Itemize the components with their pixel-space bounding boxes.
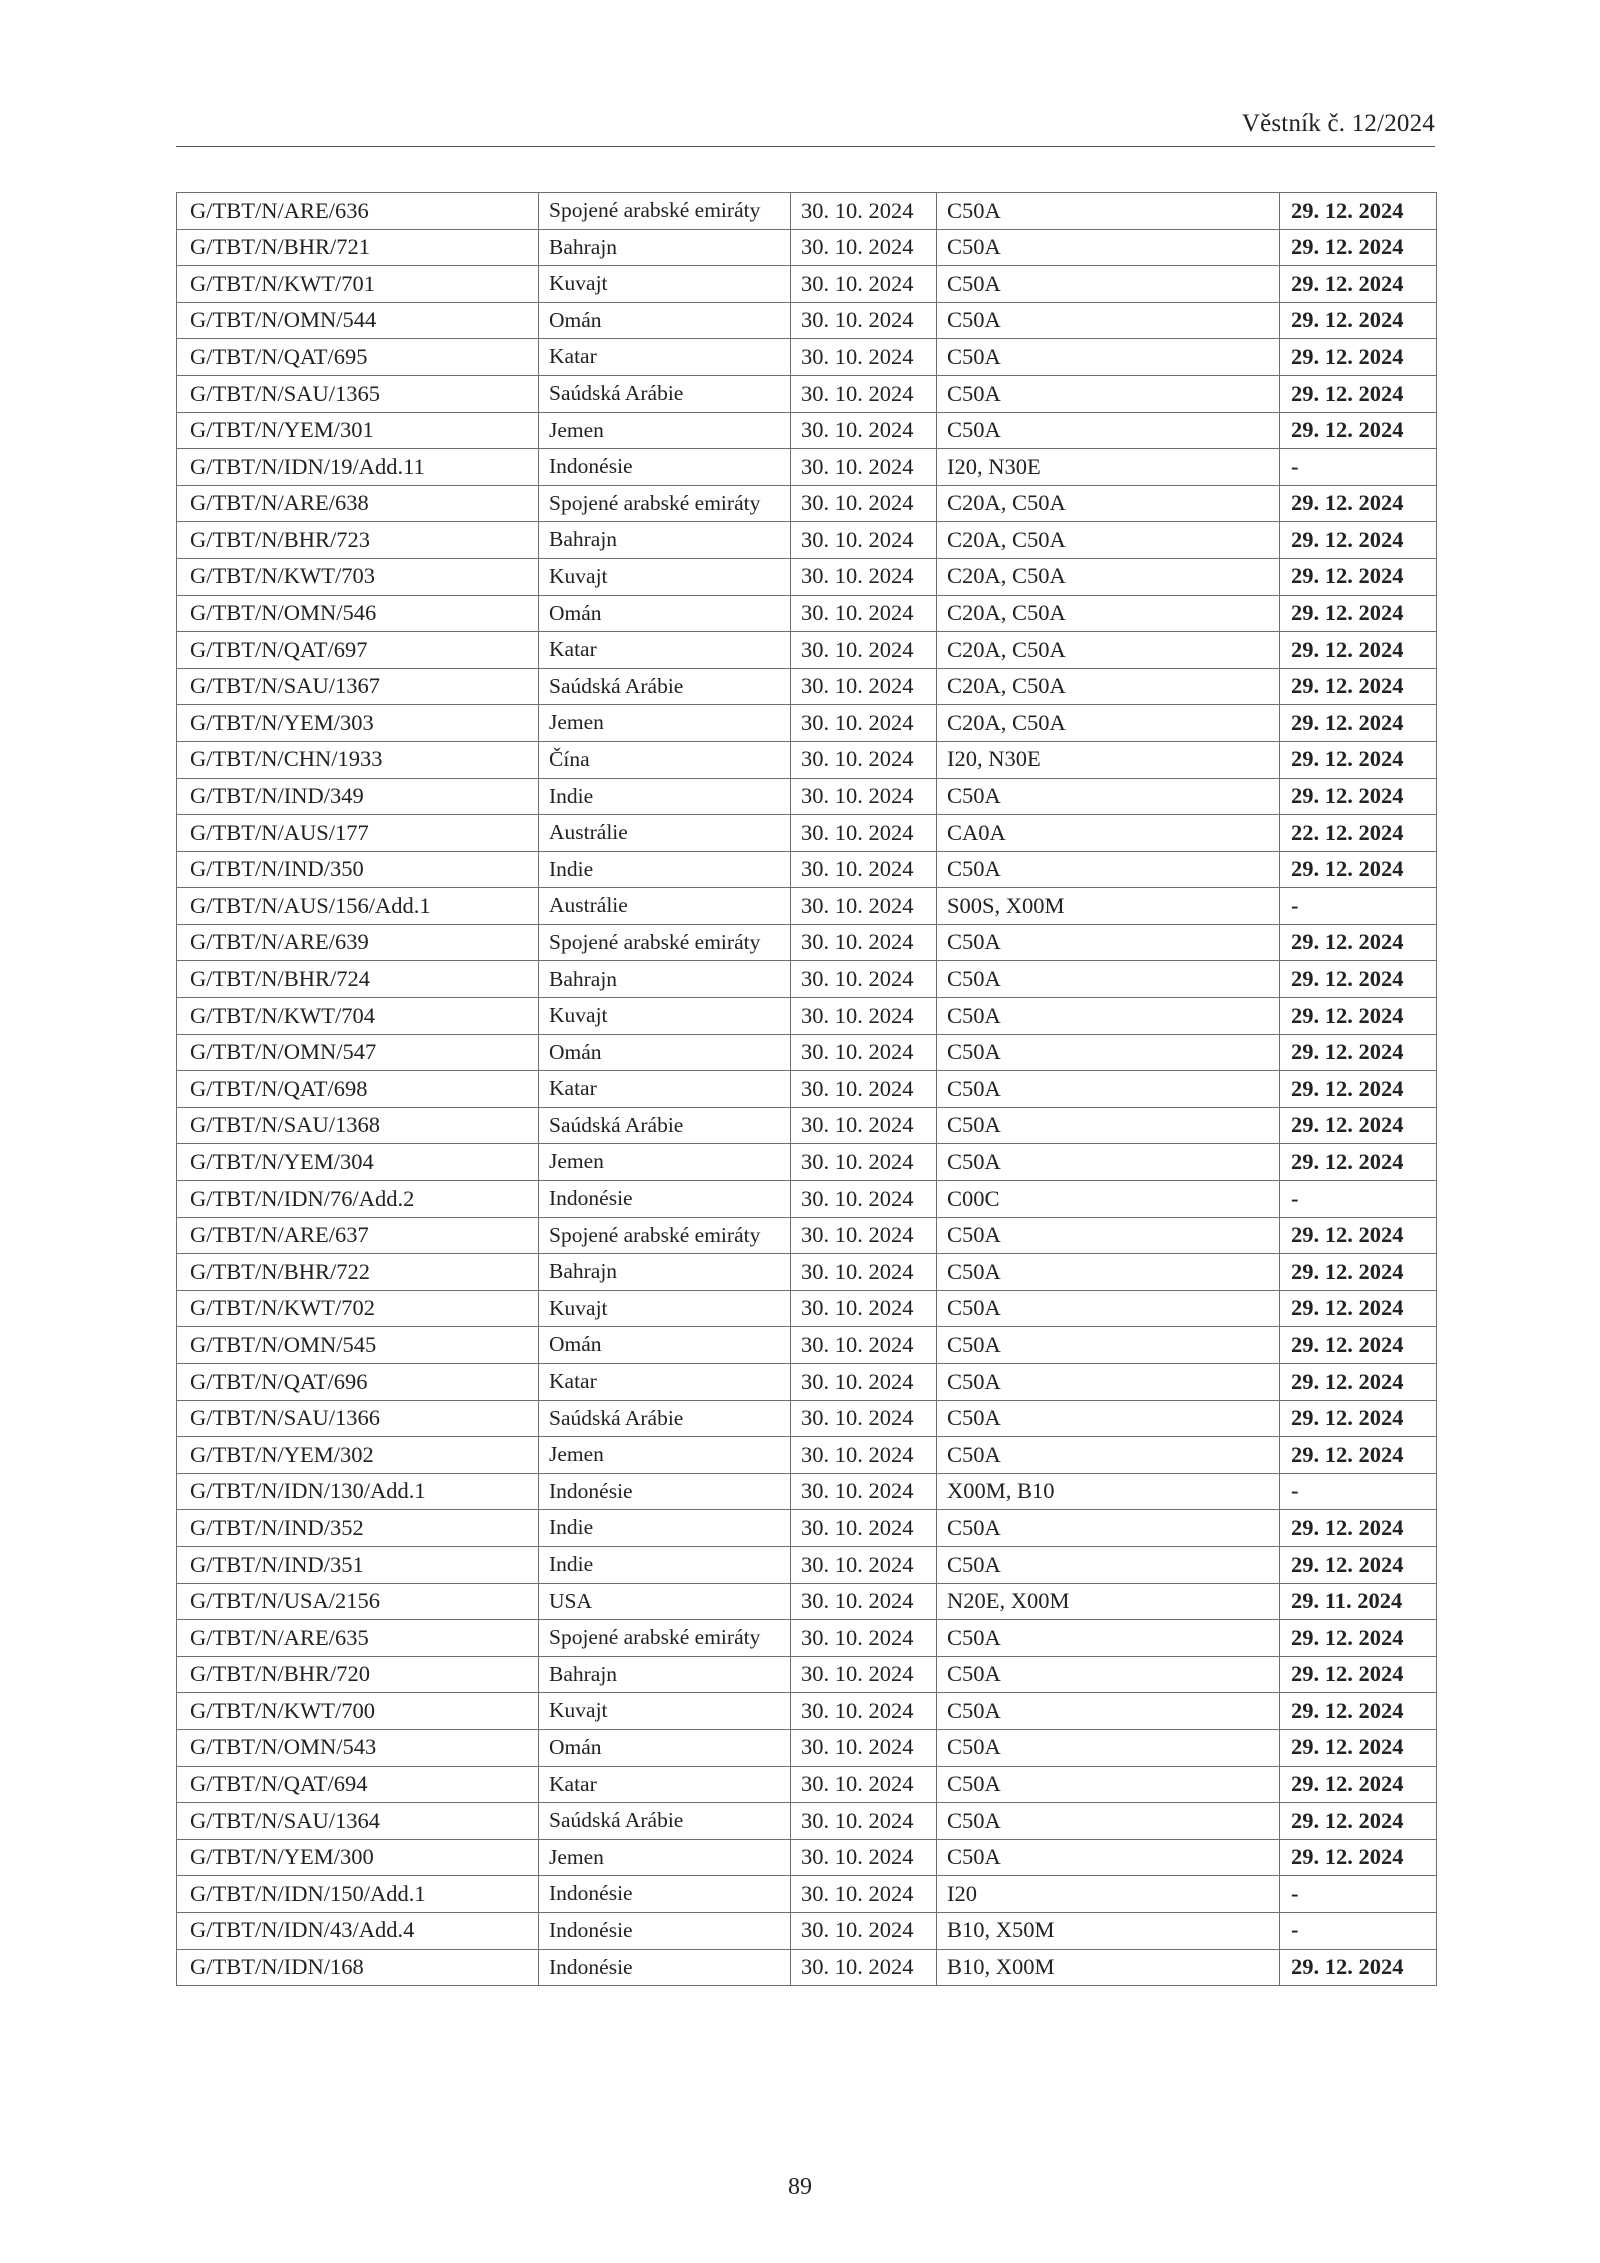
- country-cell: Saúdská Arábie: [539, 668, 791, 705]
- comment-deadline-cell: 29. 12. 2024: [1280, 485, 1437, 522]
- product-code-cell: C50A: [937, 998, 1280, 1035]
- distribution-date-cell: 30. 10. 2024: [791, 1876, 937, 1913]
- comment-deadline-cell: 29. 12. 2024: [1280, 1290, 1437, 1327]
- table-row: [177, 1839, 1437, 1876]
- country-cell: Saúdská Arábie: [539, 1803, 791, 1840]
- table-row: [177, 1656, 1437, 1693]
- notifications-table-body: [177, 193, 1437, 1986]
- notification-symbol-cell: G/TBT/N/KWT/703: [177, 558, 539, 595]
- table-row: [177, 741, 1437, 778]
- comment-deadline-cell: 29. 12. 2024: [1280, 339, 1437, 376]
- table-row: [177, 1583, 1437, 1620]
- notification-symbol-cell: G/TBT/N/ARE/639: [177, 924, 539, 961]
- country-cell: Austrálie: [539, 815, 791, 852]
- table-row: [177, 449, 1437, 486]
- notification-symbol-cell: G/TBT/N/ARE/635: [177, 1620, 539, 1657]
- table-row: [177, 1290, 1437, 1327]
- comment-deadline-cell: 29. 11. 2024: [1280, 1583, 1437, 1620]
- comment-deadline-cell: 29. 12. 2024: [1280, 1949, 1437, 1986]
- comment-deadline-cell: 29. 12. 2024: [1280, 302, 1437, 339]
- comment-deadline-cell: 29. 12. 2024: [1280, 1364, 1437, 1401]
- table-row: [177, 1546, 1437, 1583]
- table-row: [177, 485, 1437, 522]
- table-row: [177, 558, 1437, 595]
- distribution-date-cell: 30. 10. 2024: [791, 1912, 937, 1949]
- comment-deadline-cell: 29. 12. 2024: [1280, 1400, 1437, 1437]
- comment-deadline-cell: 29. 12. 2024: [1280, 705, 1437, 742]
- notification-symbol-cell: G/TBT/N/YEM/304: [177, 1144, 539, 1181]
- table-row: [177, 302, 1437, 339]
- comment-deadline-cell: 29. 12. 2024: [1280, 1034, 1437, 1071]
- notification-symbol-cell: G/TBT/N/QAT/695: [177, 339, 539, 376]
- comment-deadline-cell: 29. 12. 2024: [1280, 1510, 1437, 1547]
- country-cell: Bahrajn: [539, 1254, 791, 1291]
- table-row: [177, 961, 1437, 998]
- distribution-date-cell: 30. 10. 2024: [791, 1803, 937, 1840]
- product-code-cell: C50A: [937, 1510, 1280, 1547]
- comment-deadline-cell: 29. 12. 2024: [1280, 851, 1437, 888]
- notification-symbol-cell: G/TBT/N/BHR/723: [177, 522, 539, 559]
- distribution-date-cell: 30. 10. 2024: [791, 1766, 937, 1803]
- table-row: [177, 1620, 1437, 1657]
- table-row: [177, 1181, 1437, 1218]
- table-row: [177, 1803, 1437, 1840]
- table-row: [177, 266, 1437, 303]
- product-code-cell: C50A: [937, 961, 1280, 998]
- country-cell: Omán: [539, 1034, 791, 1071]
- table-row: [177, 1071, 1437, 1108]
- distribution-date-cell: 30. 10. 2024: [791, 302, 937, 339]
- table-row: [177, 668, 1437, 705]
- product-code-cell: C50A: [937, 1437, 1280, 1474]
- distribution-date-cell: 30. 10. 2024: [791, 558, 937, 595]
- country-cell: Indonésie: [539, 449, 791, 486]
- country-cell: Austrálie: [539, 888, 791, 925]
- product-code-cell: C20A, C50A: [937, 485, 1280, 522]
- comment-deadline-cell: 29. 12. 2024: [1280, 1071, 1437, 1108]
- notification-symbol-cell: G/TBT/N/KWT/704: [177, 998, 539, 1035]
- table-row: [177, 1254, 1437, 1291]
- country-cell: Katar: [539, 1071, 791, 1108]
- product-code-cell: X00M, B10: [937, 1473, 1280, 1510]
- comment-deadline-cell: -: [1280, 449, 1437, 486]
- distribution-date-cell: 30. 10. 2024: [791, 1327, 937, 1364]
- product-code-cell: C50A: [937, 1254, 1280, 1291]
- country-cell: Indonésie: [539, 1949, 791, 1986]
- comment-deadline-cell: 29. 12. 2024: [1280, 741, 1437, 778]
- product-code-cell: C20A, C50A: [937, 668, 1280, 705]
- country-cell: Spojené arabské emiráty: [539, 1620, 791, 1657]
- country-cell: Katar: [539, 632, 791, 669]
- product-code-cell: C20A, C50A: [937, 522, 1280, 559]
- comment-deadline-cell: -: [1280, 1473, 1437, 1510]
- country-cell: Jemen: [539, 705, 791, 742]
- comment-deadline-cell: 29. 12. 2024: [1280, 1620, 1437, 1657]
- product-code-cell: C50A: [937, 1546, 1280, 1583]
- comment-deadline-cell: 29. 12. 2024: [1280, 1107, 1437, 1144]
- product-code-cell: B10, X50M: [937, 1912, 1280, 1949]
- product-code-cell: C50A: [937, 302, 1280, 339]
- country-cell: USA: [539, 1583, 791, 1620]
- comment-deadline-cell: 29. 12. 2024: [1280, 1327, 1437, 1364]
- table-row: [177, 595, 1437, 632]
- distribution-date-cell: 30. 10. 2024: [791, 778, 937, 815]
- table-row: [177, 229, 1437, 266]
- distribution-date-cell: 30. 10. 2024: [791, 1181, 937, 1218]
- distribution-date-cell: 30. 10. 2024: [791, 1656, 937, 1693]
- distribution-date-cell: 30. 10. 2024: [791, 888, 937, 925]
- table-row: [177, 193, 1437, 230]
- notification-symbol-cell: G/TBT/N/YEM/303: [177, 705, 539, 742]
- distribution-date-cell: 30. 10. 2024: [791, 851, 937, 888]
- distribution-date-cell: 30. 10. 2024: [791, 668, 937, 705]
- distribution-date-cell: 30. 10. 2024: [791, 1546, 937, 1583]
- country-cell: Omán: [539, 1327, 791, 1364]
- comment-deadline-cell: 22. 12. 2024: [1280, 815, 1437, 852]
- notification-symbol-cell: G/TBT/N/KWT/701: [177, 266, 539, 303]
- country-cell: Indie: [539, 851, 791, 888]
- notification-symbol-cell: G/TBT/N/BHR/721: [177, 229, 539, 266]
- comment-deadline-cell: 29. 12. 2024: [1280, 595, 1437, 632]
- table-row: [177, 1144, 1437, 1181]
- table-row: [177, 1437, 1437, 1474]
- distribution-date-cell: 30. 10. 2024: [791, 485, 937, 522]
- distribution-date-cell: 30. 10. 2024: [791, 998, 937, 1035]
- comment-deadline-cell: 29. 12. 2024: [1280, 1217, 1437, 1254]
- notification-symbol-cell: G/TBT/N/SAU/1365: [177, 375, 539, 412]
- distribution-date-cell: 30. 10. 2024: [791, 1034, 937, 1071]
- table-row: [177, 888, 1437, 925]
- notification-symbol-cell: G/TBT/N/SAU/1364: [177, 1803, 539, 1840]
- distribution-date-cell: 30. 10. 2024: [791, 266, 937, 303]
- notification-symbol-cell: G/TBT/N/IND/352: [177, 1510, 539, 1547]
- product-code-cell: C50A: [937, 1839, 1280, 1876]
- distribution-date-cell: 30. 10. 2024: [791, 339, 937, 376]
- notifications-table: [176, 192, 1437, 1986]
- comment-deadline-cell: 29. 12. 2024: [1280, 1254, 1437, 1291]
- table-row: [177, 1034, 1437, 1071]
- comment-deadline-cell: 29. 12. 2024: [1280, 1437, 1437, 1474]
- product-code-cell: CA0A: [937, 815, 1280, 852]
- distribution-date-cell: 30. 10. 2024: [791, 961, 937, 998]
- table-row: [177, 1912, 1437, 1949]
- comment-deadline-cell: 29. 12. 2024: [1280, 412, 1437, 449]
- country-cell: Kuvajt: [539, 266, 791, 303]
- product-code-cell: C50A: [937, 1620, 1280, 1657]
- page-number: 89: [788, 2174, 812, 2200]
- country-cell: Indonésie: [539, 1876, 791, 1913]
- country-cell: Saúdská Arábie: [539, 1400, 791, 1437]
- country-cell: Indie: [539, 778, 791, 815]
- distribution-date-cell: 30. 10. 2024: [791, 595, 937, 632]
- country-cell: Spojené arabské emiráty: [539, 924, 791, 961]
- country-cell: Omán: [539, 302, 791, 339]
- notification-symbol-cell: G/TBT/N/OMN/546: [177, 595, 539, 632]
- distribution-date-cell: 30. 10. 2024: [791, 1620, 937, 1657]
- distribution-date-cell: 30. 10. 2024: [791, 815, 937, 852]
- notification-symbol-cell: G/TBT/N/YEM/302: [177, 1437, 539, 1474]
- comment-deadline-cell: -: [1280, 1181, 1437, 1218]
- comment-deadline-cell: 29. 12. 2024: [1280, 229, 1437, 266]
- table-row: [177, 632, 1437, 669]
- country-cell: Kuvajt: [539, 1290, 791, 1327]
- product-code-cell: C20A, C50A: [937, 558, 1280, 595]
- product-code-cell: C50A: [937, 778, 1280, 815]
- product-code-cell: C50A: [937, 1217, 1280, 1254]
- bulletin-title: Věstník č. 12/2024: [1241, 110, 1435, 137]
- product-code-cell: C50A: [937, 375, 1280, 412]
- product-code-cell: C50A: [937, 193, 1280, 230]
- comment-deadline-cell: 29. 12. 2024: [1280, 998, 1437, 1035]
- table-row: [177, 1364, 1437, 1401]
- comment-deadline-cell: 29. 12. 2024: [1280, 961, 1437, 998]
- comment-deadline-cell: 29. 12. 2024: [1280, 778, 1437, 815]
- distribution-date-cell: 30. 10. 2024: [791, 741, 937, 778]
- distribution-date-cell: 30. 10. 2024: [791, 193, 937, 230]
- product-code-cell: C50A: [937, 1107, 1280, 1144]
- product-code-cell: C50A: [937, 1034, 1280, 1071]
- notification-symbol-cell: G/TBT/N/ARE/636: [177, 193, 539, 230]
- notification-symbol-cell: G/TBT/N/IDN/130/Add.1: [177, 1473, 539, 1510]
- table-row: [177, 1400, 1437, 1437]
- country-cell: Indonésie: [539, 1181, 791, 1218]
- comment-deadline-cell: 29. 12. 2024: [1280, 375, 1437, 412]
- country-cell: Jemen: [539, 1437, 791, 1474]
- country-cell: Indonésie: [539, 1473, 791, 1510]
- distribution-date-cell: 30. 10. 2024: [791, 229, 937, 266]
- product-code-cell: N20E, X00M: [937, 1583, 1280, 1620]
- notification-symbol-cell: G/TBT/N/OMN/544: [177, 302, 539, 339]
- table-row: [177, 522, 1437, 559]
- table-row: [177, 339, 1437, 376]
- country-cell: Bahrajn: [539, 1656, 791, 1693]
- comment-deadline-cell: -: [1280, 888, 1437, 925]
- product-code-cell: C20A, C50A: [937, 705, 1280, 742]
- table-row: [177, 412, 1437, 449]
- comment-deadline-cell: 29. 12. 2024: [1280, 668, 1437, 705]
- notification-symbol-cell: G/TBT/N/IDN/43/Add.4: [177, 1912, 539, 1949]
- country-cell: Jemen: [539, 1144, 791, 1181]
- distribution-date-cell: 30. 10. 2024: [791, 705, 937, 742]
- product-code-cell: S00S, X00M: [937, 888, 1280, 925]
- comment-deadline-cell: 29. 12. 2024: [1280, 1766, 1437, 1803]
- table-row: [177, 1876, 1437, 1913]
- product-code-cell: C50A: [937, 339, 1280, 376]
- notification-symbol-cell: G/TBT/N/OMN/545: [177, 1327, 539, 1364]
- product-code-cell: C50A: [937, 1656, 1280, 1693]
- notification-symbol-cell: G/TBT/N/IDN/150/Add.1: [177, 1876, 539, 1913]
- distribution-date-cell: 30. 10. 2024: [791, 1839, 937, 1876]
- product-code-cell: C50A: [937, 1071, 1280, 1108]
- country-cell: Indonésie: [539, 1912, 791, 1949]
- distribution-date-cell: 30. 10. 2024: [791, 1144, 937, 1181]
- comment-deadline-cell: 29. 12. 2024: [1280, 522, 1437, 559]
- country-cell: Spojené arabské emiráty: [539, 485, 791, 522]
- country-cell: Bahrajn: [539, 229, 791, 266]
- notification-symbol-cell: G/TBT/N/QAT/696: [177, 1364, 539, 1401]
- distribution-date-cell: 30. 10. 2024: [791, 1290, 937, 1327]
- country-cell: Indie: [539, 1546, 791, 1583]
- distribution-date-cell: 30. 10. 2024: [791, 1071, 937, 1108]
- product-code-cell: C20A, C50A: [937, 632, 1280, 669]
- notification-symbol-cell: G/TBT/N/KWT/702: [177, 1290, 539, 1327]
- notification-symbol-cell: G/TBT/N/YEM/300: [177, 1839, 539, 1876]
- distribution-date-cell: 30. 10. 2024: [791, 412, 937, 449]
- comment-deadline-cell: 29. 12. 2024: [1280, 924, 1437, 961]
- notification-symbol-cell: G/TBT/N/BHR/724: [177, 961, 539, 998]
- distribution-date-cell: 30. 10. 2024: [791, 522, 937, 559]
- product-code-cell: C50A: [937, 1364, 1280, 1401]
- product-code-cell: C50A: [937, 1327, 1280, 1364]
- product-code-cell: C50A: [937, 229, 1280, 266]
- notification-symbol-cell: G/TBT/N/ARE/638: [177, 485, 539, 522]
- notification-symbol-cell: G/TBT/N/BHR/720: [177, 1656, 539, 1693]
- notification-symbol-cell: G/TBT/N/OMN/547: [177, 1034, 539, 1071]
- notification-symbol-cell: G/TBT/N/SAU/1367: [177, 668, 539, 705]
- country-cell: Kuvajt: [539, 998, 791, 1035]
- table-row: [177, 705, 1437, 742]
- country-cell: Katar: [539, 1364, 791, 1401]
- table-row: [177, 1107, 1437, 1144]
- country-cell: Spojené arabské emiráty: [539, 193, 791, 230]
- distribution-date-cell: 30. 10. 2024: [791, 1510, 937, 1547]
- comment-deadline-cell: 29. 12. 2024: [1280, 1546, 1437, 1583]
- distribution-date-cell: 30. 10. 2024: [791, 1949, 937, 1986]
- table-row: [177, 1766, 1437, 1803]
- notification-symbol-cell: G/TBT/N/BHR/722: [177, 1254, 539, 1291]
- country-cell: Jemen: [539, 1839, 791, 1876]
- product-code-cell: C50A: [937, 266, 1280, 303]
- country-cell: Saúdská Arábie: [539, 1107, 791, 1144]
- product-code-cell: C50A: [937, 1729, 1280, 1766]
- table-row: [177, 778, 1437, 815]
- country-cell: Bahrajn: [539, 961, 791, 998]
- comment-deadline-cell: 29. 12. 2024: [1280, 558, 1437, 595]
- notification-symbol-cell: G/TBT/N/IND/349: [177, 778, 539, 815]
- comment-deadline-cell: 29. 12. 2024: [1280, 1729, 1437, 1766]
- product-code-cell: C50A: [937, 412, 1280, 449]
- notification-symbol-cell: G/TBT/N/IDN/76/Add.2: [177, 1181, 539, 1218]
- notification-symbol-cell: G/TBT/N/IND/350: [177, 851, 539, 888]
- country-cell: Kuvajt: [539, 1693, 791, 1730]
- distribution-date-cell: 30. 10. 2024: [791, 1437, 937, 1474]
- notification-symbol-cell: G/TBT/N/YEM/301: [177, 412, 539, 449]
- product-code-cell: C20A, C50A: [937, 595, 1280, 632]
- distribution-date-cell: 30. 10. 2024: [791, 1583, 937, 1620]
- country-cell: Omán: [539, 595, 791, 632]
- product-code-cell: I20, N30E: [937, 449, 1280, 486]
- notification-symbol-cell: G/TBT/N/AUS/156/Add.1: [177, 888, 539, 925]
- product-code-cell: I20: [937, 1876, 1280, 1913]
- distribution-date-cell: 30. 10. 2024: [791, 1473, 937, 1510]
- table-row: [177, 1473, 1437, 1510]
- country-cell: Bahrajn: [539, 522, 791, 559]
- page-header: [176, 108, 1435, 147]
- country-cell: Omán: [539, 1729, 791, 1766]
- comment-deadline-cell: 29. 12. 2024: [1280, 1144, 1437, 1181]
- table-row: [177, 375, 1437, 412]
- country-cell: Saúdská Arábie: [539, 375, 791, 412]
- product-code-cell: C50A: [937, 1290, 1280, 1327]
- comment-deadline-cell: 29. 12. 2024: [1280, 1803, 1437, 1840]
- product-code-cell: B10, X00M: [937, 1949, 1280, 1986]
- product-code-cell: C50A: [937, 1400, 1280, 1437]
- distribution-date-cell: 30. 10. 2024: [791, 1364, 937, 1401]
- comment-deadline-cell: 29. 12. 2024: [1280, 632, 1437, 669]
- table-row: [177, 1327, 1437, 1364]
- distribution-date-cell: 30. 10. 2024: [791, 375, 937, 412]
- distribution-date-cell: 30. 10. 2024: [791, 1254, 937, 1291]
- country-cell: Kuvajt: [539, 558, 791, 595]
- distribution-date-cell: 30. 10. 2024: [791, 449, 937, 486]
- table-row: [177, 1949, 1437, 1986]
- comment-deadline-cell: 29. 12. 2024: [1280, 1656, 1437, 1693]
- comment-deadline-cell: 29. 12. 2024: [1280, 1839, 1437, 1876]
- product-code-cell: C00C: [937, 1181, 1280, 1218]
- notification-symbol-cell: G/TBT/N/SAU/1366: [177, 1400, 539, 1437]
- notification-symbol-cell: G/TBT/N/IND/351: [177, 1546, 539, 1583]
- table-row: [177, 815, 1437, 852]
- country-cell: Jemen: [539, 412, 791, 449]
- product-code-cell: C50A: [937, 1803, 1280, 1840]
- notification-symbol-cell: G/TBT/N/QAT/697: [177, 632, 539, 669]
- product-code-cell: C50A: [937, 924, 1280, 961]
- country-cell: Čína: [539, 741, 791, 778]
- table-row: [177, 1510, 1437, 1547]
- notification-symbol-cell: G/TBT/N/IDN/168: [177, 1949, 539, 1986]
- table-row: [177, 1693, 1437, 1730]
- notification-symbol-cell: G/TBT/N/OMN/543: [177, 1729, 539, 1766]
- notification-symbol-cell: G/TBT/N/QAT/694: [177, 1766, 539, 1803]
- country-cell: Spojené arabské emiráty: [539, 1217, 791, 1254]
- product-code-cell: C50A: [937, 1144, 1280, 1181]
- country-cell: Katar: [539, 339, 791, 376]
- notification-symbol-cell: G/TBT/N/ARE/637: [177, 1217, 539, 1254]
- distribution-date-cell: 30. 10. 2024: [791, 1729, 937, 1766]
- distribution-date-cell: 30. 10. 2024: [791, 1400, 937, 1437]
- notification-symbol-cell: G/TBT/N/CHN/1933: [177, 741, 539, 778]
- distribution-date-cell: 30. 10. 2024: [791, 1693, 937, 1730]
- table-row: [177, 924, 1437, 961]
- country-cell: Indie: [539, 1510, 791, 1547]
- comment-deadline-cell: 29. 12. 2024: [1280, 266, 1437, 303]
- table-row: [177, 998, 1437, 1035]
- product-code-cell: C50A: [937, 1766, 1280, 1803]
- notification-symbol-cell: G/TBT/N/QAT/698: [177, 1071, 539, 1108]
- country-cell: Katar: [539, 1766, 791, 1803]
- notification-symbol-cell: G/TBT/N/USA/2156: [177, 1583, 539, 1620]
- distribution-date-cell: 30. 10. 2024: [791, 632, 937, 669]
- product-code-cell: C50A: [937, 1693, 1280, 1730]
- distribution-date-cell: 30. 10. 2024: [791, 924, 937, 961]
- table-row: [177, 851, 1437, 888]
- comment-deadline-cell: -: [1280, 1912, 1437, 1949]
- table-row: [177, 1217, 1437, 1254]
- notification-symbol-cell: G/TBT/N/SAU/1368: [177, 1107, 539, 1144]
- table-row: [177, 1729, 1437, 1766]
- comment-deadline-cell: -: [1280, 1876, 1437, 1913]
- comment-deadline-cell: 29. 12. 2024: [1280, 193, 1437, 230]
- distribution-date-cell: 30. 10. 2024: [791, 1107, 937, 1144]
- notification-symbol-cell: G/TBT/N/KWT/700: [177, 1693, 539, 1730]
- product-code-cell: I20, N30E: [937, 741, 1280, 778]
- comment-deadline-cell: 29. 12. 2024: [1280, 1693, 1437, 1730]
- notification-symbol-cell: G/TBT/N/IDN/19/Add.11: [177, 449, 539, 486]
- notification-symbol-cell: G/TBT/N/AUS/177: [177, 815, 539, 852]
- product-code-cell: C50A: [937, 851, 1280, 888]
- distribution-date-cell: 30. 10. 2024: [791, 1217, 937, 1254]
